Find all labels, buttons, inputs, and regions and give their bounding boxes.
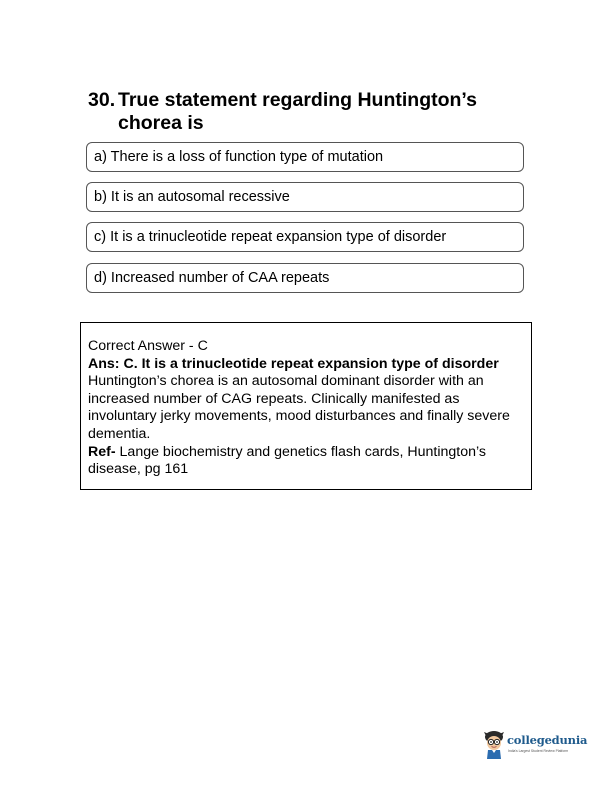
answer-box (80, 322, 532, 490)
reference-text: Lange biochemistry and genetics flash cards, Huntington’s disease, pg 161 (88, 443, 486, 478)
correct-answer-line: Correct Answer - C (88, 338, 208, 354)
option-c[interactable]: c) It is a trinucleotide repeat expansion type of disorder (86, 222, 524, 252)
question-text: True statement regarding Huntington’s chorea is (118, 89, 477, 134)
reference-label: Ref- (88, 443, 116, 460)
option-a[interactable]: a) There is a loss of function type of mutation (86, 142, 524, 172)
collegedunia-logo (482, 728, 586, 760)
option-d[interactable]: d) Increased number of CAA repeats (86, 263, 524, 293)
logo-tagline: India's Largest Student Review Platform (508, 749, 569, 753)
answer-explanation: Huntington’s chorea is an autosomal dominant disorder with an increased number of CAG repeats. Clinically manifested as involuntary jerky movements, mood disturbances and finally severe dementia. (88, 373, 510, 442)
question-number: 30. (88, 89, 116, 111)
question-title (88, 89, 528, 135)
logo-name: collegedunia (507, 733, 588, 747)
option-b[interactable]: b) It is an autosomal recessive (86, 182, 524, 212)
mascot-icon (482, 728, 506, 760)
reference (88, 444, 523, 479)
answer-heading: Ans: C. It is a trinucleotide repeat expansion type of disorder (88, 355, 499, 372)
